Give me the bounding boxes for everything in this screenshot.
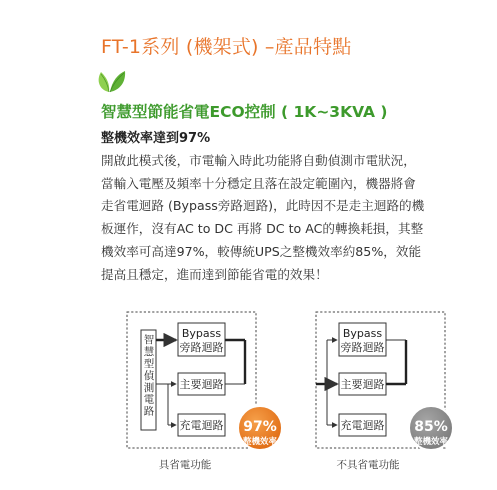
detect-circuit-label: 智慧型偵測電路	[142, 334, 155, 418]
charge-path-label: 充電迴路	[179, 419, 224, 432]
diagram-caption: 具省電功能	[158, 459, 212, 471]
paragraph-line: 走省電迴路 (Bypass旁路迴路)，此時因不是走主迴路的機	[101, 198, 425, 214]
bypass-label-line1: Bypass	[342, 327, 383, 340]
paragraph-line: 當輸入電壓及頻率十分穩定且落在設定範圍內，機器將會	[101, 175, 416, 191]
charge-path-label: 充電迴路	[340, 419, 385, 432]
efficiency-label: 整機效率	[242, 437, 278, 447]
main-path-label: 主要迴路	[340, 378, 385, 391]
efficiency-percent: 85%	[414, 419, 448, 435]
bypass-label-line2: 旁路迴路	[340, 341, 385, 354]
paragraph-line: 機效率可高達97%，較傳統UPS之整機效率約85%，效能	[101, 243, 422, 259]
paragraph-line: 板運作，沒有AC to DC 再將 DC to AC的轉換耗損，其整	[101, 221, 424, 237]
bypass-label-line1: Bypass	[181, 327, 222, 340]
paragraph-line: 開啟此模式後，市電輸入時此功能將自動偵測市電狀況，	[101, 153, 416, 168]
diagram-without-saving	[316, 312, 453, 471]
sub-heading: 整機效率達到97%	[101, 131, 211, 146]
paragraph-line: 提高且穩定，進而達到節能省電的效果！	[101, 266, 328, 282]
efficiency-percent: 97%	[243, 419, 277, 435]
diagram-caption: 不具省電功能	[336, 459, 400, 471]
page-title: FT-1系列 (機架式) –產品特點	[101, 36, 352, 58]
main-path-label: 主要迴路	[179, 378, 224, 391]
section-heading: 智慧型節能省電ECO控制 ( 1K~3KVA )	[101, 103, 388, 121]
diagram-with-saving	[127, 312, 282, 471]
bypass-label-line2: 旁路迴路	[179, 341, 224, 354]
efficiency-label: 整機效率	[413, 437, 449, 447]
